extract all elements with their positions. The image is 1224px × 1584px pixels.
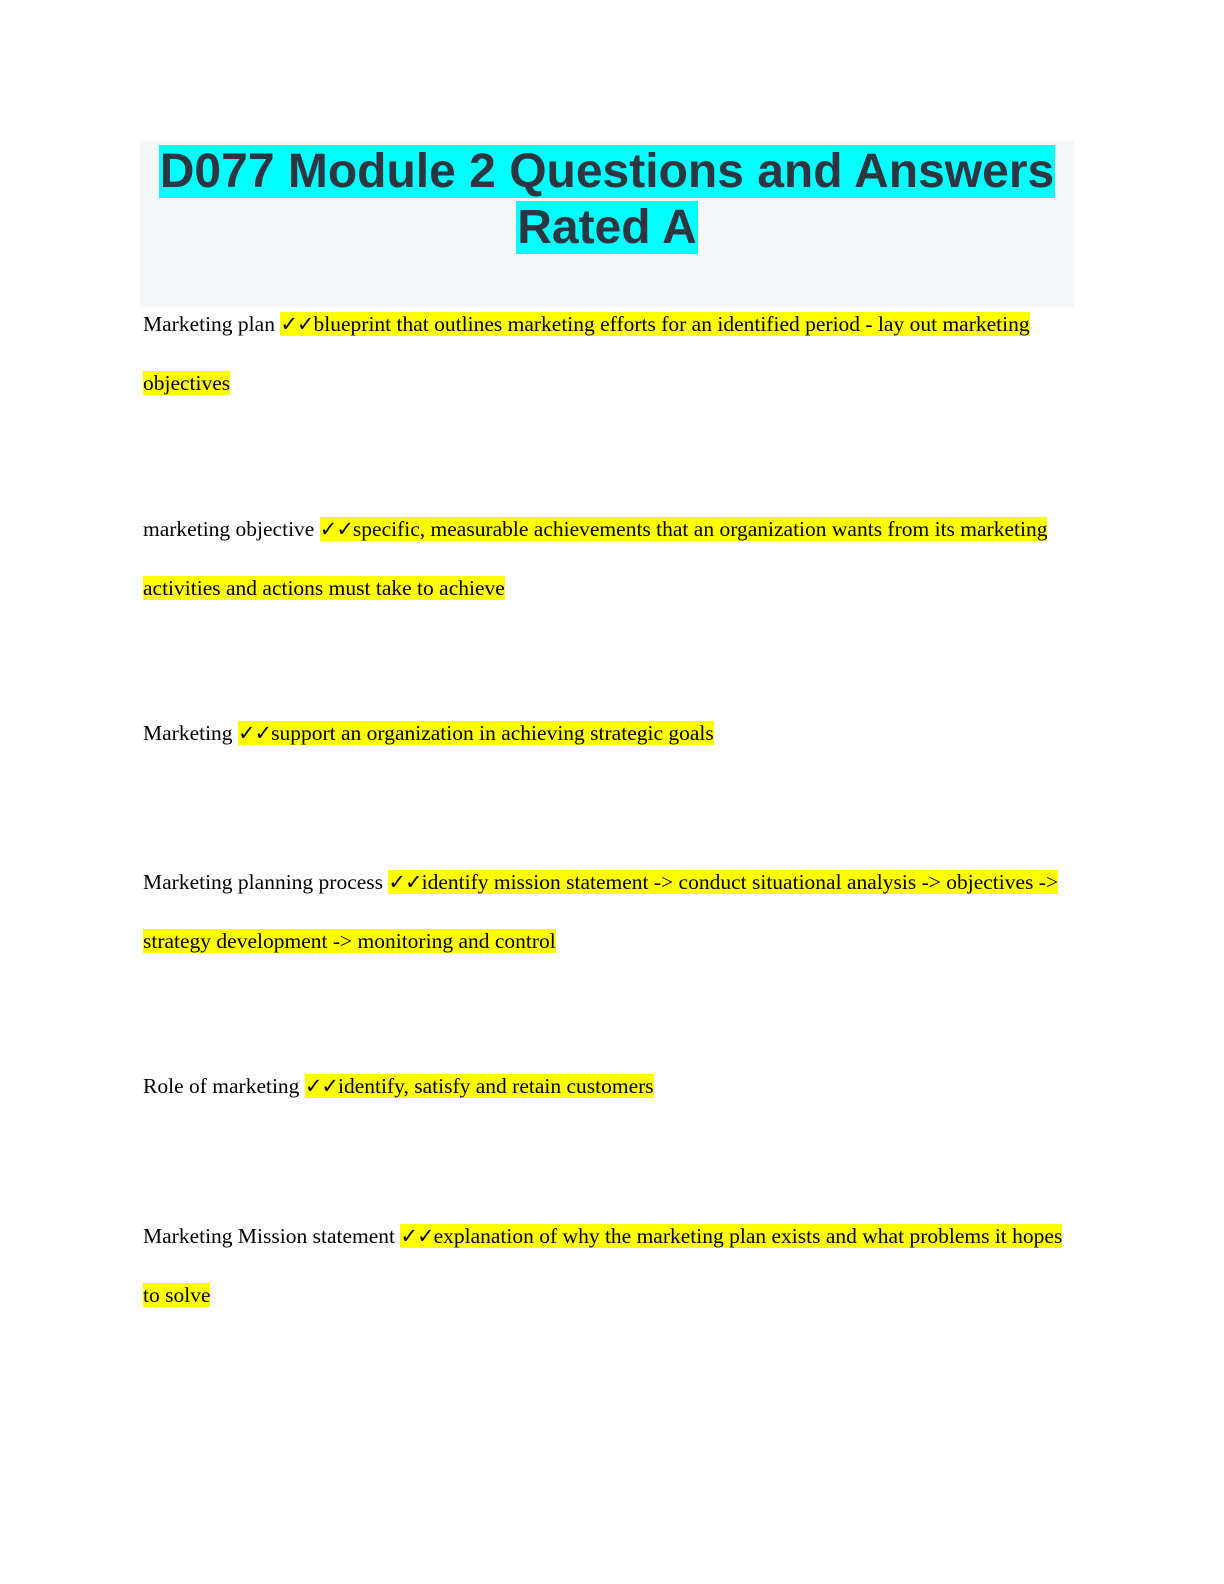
entry-answer-text: identify, satisfy and retain customers: [338, 1074, 654, 1098]
entry-term: Marketing Mission statement: [143, 1224, 395, 1248]
entry-answer: [143, 312, 1030, 395]
document-title: [140, 141, 1074, 256]
title-line-2: Rated A: [517, 201, 697, 254]
title-block: [140, 141, 1074, 307]
double-check-icon: ✓✓: [319, 517, 353, 541]
entry-answer-text: identify mission statement -> conduct situational analysis -> objectives -> strategy development -> monitoring and control: [143, 870, 1059, 953]
entry-term: Marketing plan: [143, 312, 275, 336]
entry-answer-text: blueprint that outlines marketing efforts for an identified period - lay out marketing objectives: [143, 312, 1030, 395]
entry-answer-text: specific, measurable achievements that an organization wants from its marketing activities and actions must take to achieve: [143, 517, 1048, 600]
entry-term: Marketing planning process: [143, 870, 384, 894]
title-line-1: D077 Module 2 Questions and Answers: [159, 145, 1055, 198]
double-check-icon: ✓✓: [400, 1224, 434, 1248]
qa-entry: [143, 1057, 1063, 1116]
double-check-icon: ✓✓: [304, 1074, 339, 1098]
entry-answer: [305, 1074, 654, 1098]
double-check-icon: ✓✓: [388, 870, 422, 894]
qa-entry: [143, 295, 1063, 413]
qa-entry: [143, 704, 1063, 763]
qa-entry: [143, 1207, 1063, 1325]
entry-term: marketing objective: [143, 517, 315, 541]
double-check-icon: ✓✓: [280, 312, 314, 336]
entry-answer-text: support an organization in achieving strategic goals: [271, 721, 714, 745]
double-check-icon: ✓✓: [237, 721, 272, 745]
qa-entry: [143, 500, 1063, 618]
entry-answer: [238, 721, 714, 745]
entry-term: Role of marketing: [143, 1074, 300, 1098]
entry-term: Marketing: [143, 721, 233, 745]
qa-entry: [143, 853, 1063, 971]
entry-answer-text: explanation of why the marketing plan exists and what problems it hopes to solve: [143, 1224, 1063, 1307]
